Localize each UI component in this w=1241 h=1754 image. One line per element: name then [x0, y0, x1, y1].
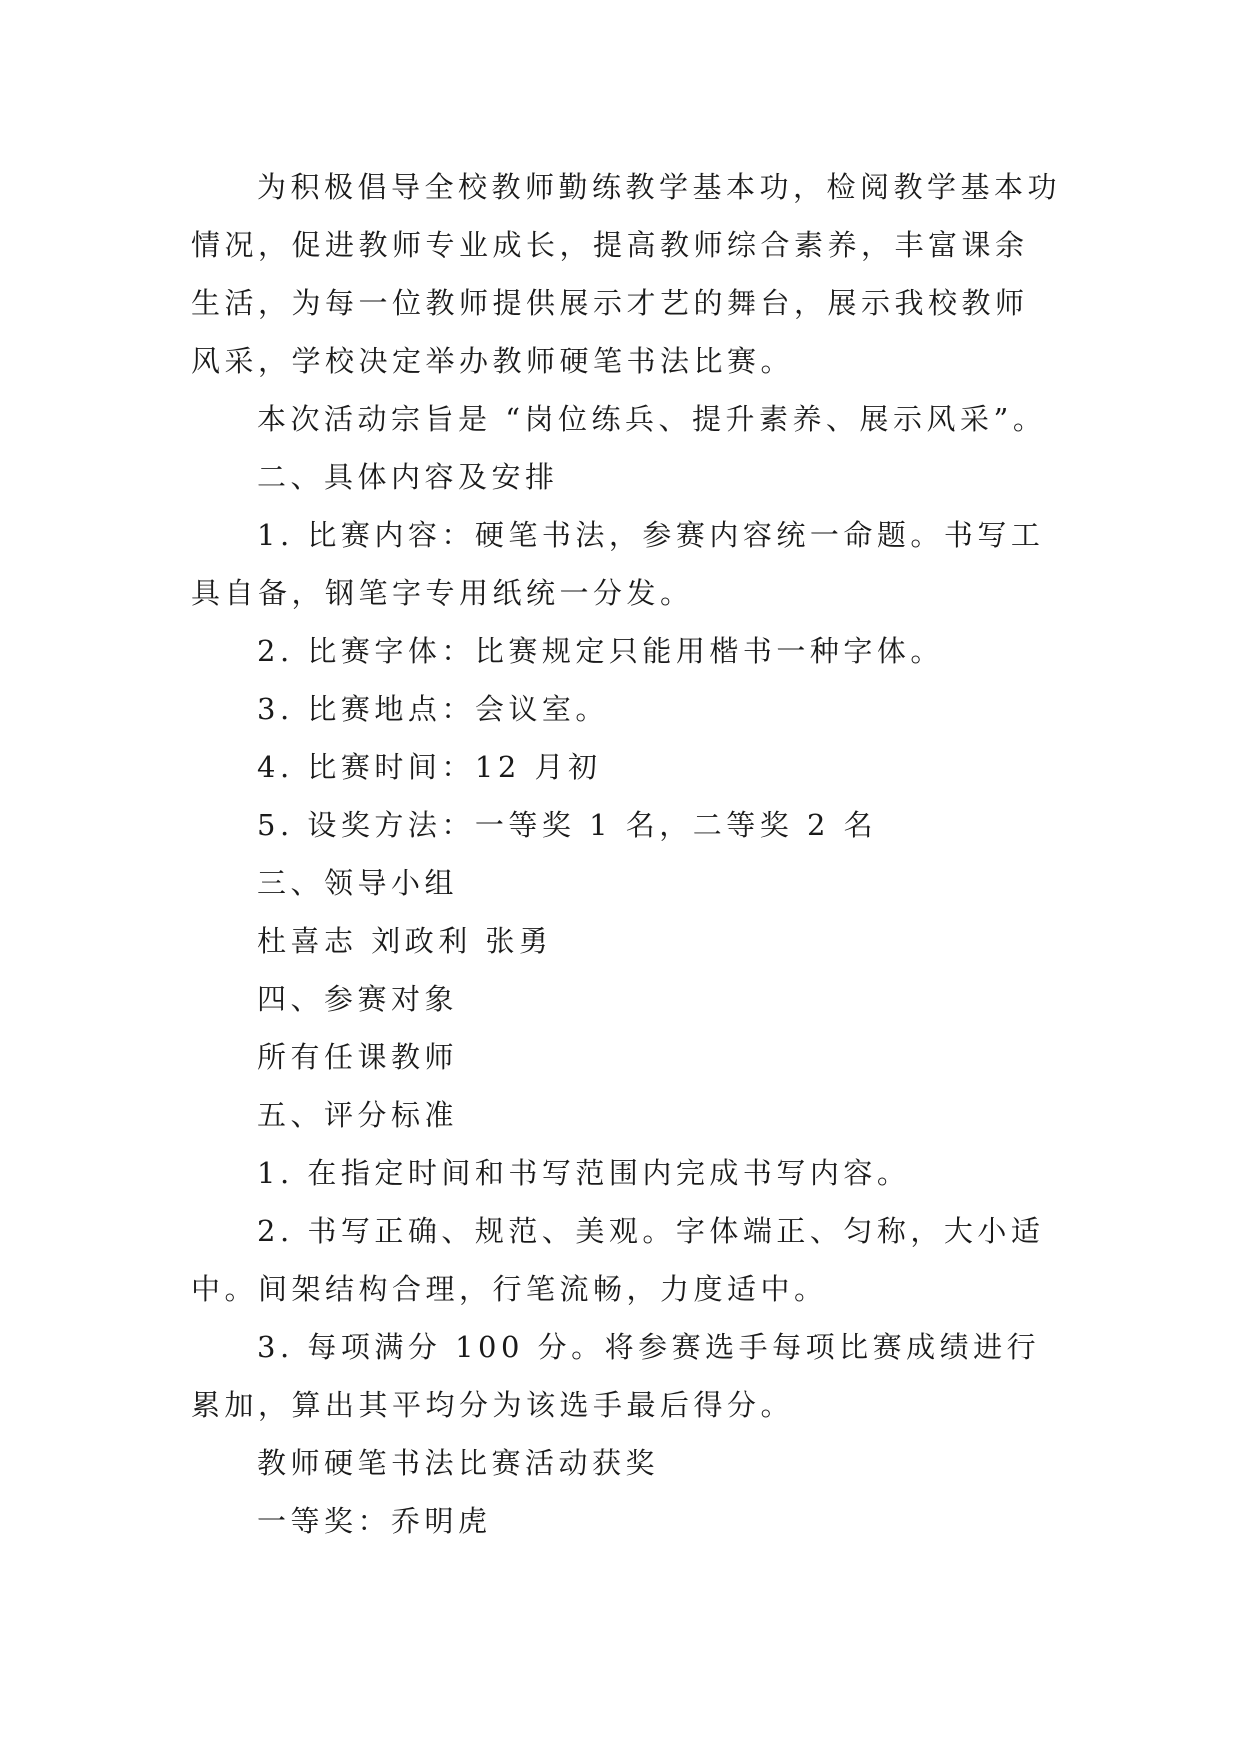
paragraph-intro: 为积极倡导全校教师勤练教学基本功，检阅教学基本功情况，促进教师专业成长，提高教师综合素养，丰富课余生活，为每一位教师提供展示才艺的舞台，展示我校教师风采，学校决定举办教师硬笔书法比赛。	[191, 170, 1062, 378]
first-prize: 一等奖：乔明虎	[257, 1504, 492, 1538]
criteria-item-3: 3. 每项满分 100 分。将参赛选手每项比赛成绩进行累加，算出其平均分为该选手最后得分。	[191, 1330, 1041, 1422]
list-item-time: 4. 比赛时间：12 月初	[257, 750, 602, 784]
section-heading-criteria: 五、评分标准	[257, 1098, 459, 1132]
section-heading-content: 二、具体内容及安排	[257, 460, 559, 494]
paragraph-purpose: 本次活动宗旨是 “岗位练兵、提升素养、展示风采”。	[257, 402, 1047, 436]
awards-heading: 教师硬笔书法比赛活动获奖	[257, 1446, 660, 1480]
list-item-font: 2. 比赛字体：比赛规定只能用楷书一种字体。	[257, 634, 944, 668]
leaders-names: 杜喜志 刘政利 张勇	[257, 924, 553, 958]
list-item-awards: 5. 设奖方法：一等奖 1 名，二等奖 2 名	[257, 808, 878, 842]
section-heading-leaders: 三、领导小组	[257, 866, 459, 900]
criteria-item-2: 2. 书写正确、规范、美观。字体端正、匀称，大小适中。间架结构合理，行笔流畅，力度适中。	[191, 1214, 1045, 1306]
criteria-item-1: 1. 在指定时间和书写范围内完成书写内容。	[257, 1156, 911, 1190]
list-item-content: 1. 比赛内容：硬笔书法，参赛内容统一命题。书写工具自备，钢笔字专用纸统一分发。	[191, 518, 1045, 610]
list-item-location: 3. 比赛地点：会议室。	[257, 692, 609, 726]
section-heading-participants: 四、参赛对象	[257, 982, 459, 1016]
participants-text: 所有任课教师	[257, 1040, 459, 1074]
document-body	[191, 158, 1061, 1550]
